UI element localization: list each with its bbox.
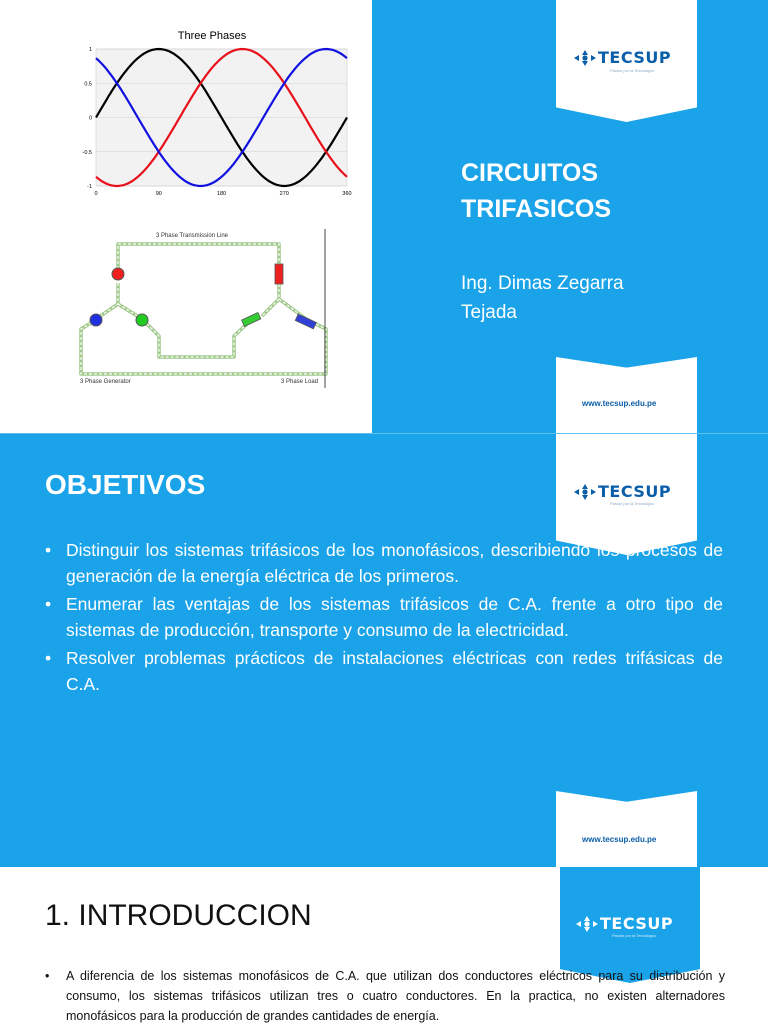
y-tick-label: 0: [88, 115, 92, 122]
chart-title: Three Phases: [177, 30, 247, 42]
slide-title: [0, 0, 768, 433]
generator-label: 3 Phase Generator: [80, 379, 131, 385]
author-name: [461, 269, 624, 327]
x-tick-label: 90: [155, 191, 162, 197]
green-load: [242, 312, 261, 326]
x-tick-label: 180: [216, 191, 227, 197]
blue-load: [295, 314, 316, 329]
transmission-line-label: 3 Phase Transmission Line: [155, 233, 229, 239]
red-load: [275, 264, 283, 284]
y-tick-label: -1: [87, 184, 92, 190]
x-tick-label: 0: [94, 191, 98, 197]
blue-generator: [90, 314, 102, 326]
website-url[interactable]: www.tecsup.edu.pe: [582, 835, 657, 844]
slide-introduction: [0, 867, 768, 1024]
objectives-title: OBJETIVOS: [45, 469, 206, 500]
tecsup-logo: [574, 48, 671, 67]
y-tick-label: 0.5: [84, 81, 92, 88]
logo-tagline: Pasión por la Tecnología: [612, 933, 656, 938]
list-item: • A diferencia de los sistemas monofásicos de C.A. que utilizan dos conductores eléctricos para su distribución y consumo, los sistemas trifásicos utilizan tres o cuatro conductores. En la practica, no existen alternadores monofásicos para la producción de grandes cantidades de energía.: [45, 966, 725, 1024]
red-generator: [112, 268, 124, 280]
load-label: 3 Phase Load: [281, 379, 319, 385]
logo-wordmark: TECSUP: [600, 914, 674, 933]
x-tick-label: 360: [342, 191, 352, 197]
url-ribbon: [556, 791, 697, 868]
logo-wordmark: TECSUP: [598, 482, 672, 501]
list-item: • Enumerar las ventajas de los sistemas trifásicos de C.A. frente a otro tipo de sistemas de producción, transporte y consumo de la electricidad.: [45, 591, 723, 643]
green-generator: [136, 314, 148, 326]
author-line-1: Ing. Dimas Zegarra: [461, 273, 624, 294]
author-line-2: Tejada: [461, 302, 517, 323]
tecsup-logo: [576, 914, 673, 933]
list-item: • Distinguir los sistemas trifásicos de los monofásicos, describiendo los procesos de generación de la energía eléctrica de los primeros.: [45, 537, 723, 589]
tecsup-logo: [574, 482, 671, 501]
logo-wordmark: TECSUP: [598, 48, 672, 67]
tecsup-logo-icon: [574, 484, 596, 500]
logo-tagline: Pasión por la Tecnología: [610, 501, 654, 506]
url-ribbon: [556, 357, 697, 433]
logo-tagline: Pasión por la Tecnología: [610, 68, 654, 73]
introduction-title: 1. INTRODUCCION: [45, 899, 312, 932]
three-phase-diagram: [74, 224, 334, 392]
three-phases-chart: [74, 24, 356, 206]
tecsup-logo-icon: [576, 916, 598, 932]
objectives-list: [45, 537, 723, 699]
y-tick-label: -0.5: [82, 149, 92, 156]
tecsup-logo-icon: [574, 50, 596, 66]
introduction-list: [45, 966, 725, 1024]
title-line-1: CIRCUITOS: [461, 159, 599, 187]
title-line-2: TRIFASICOS: [461, 195, 612, 223]
x-tick-label: 270: [279, 191, 289, 197]
list-item: • Resolver problemas prácticos de instalaciones eléctricas con redes trifásicas de C.A.: [45, 645, 723, 697]
slide-objectives: [0, 433, 768, 868]
y-tick-label: 1: [88, 47, 92, 53]
website-url[interactable]: www.tecsup.edu.pe: [582, 399, 657, 408]
presentation-title: [461, 155, 611, 227]
